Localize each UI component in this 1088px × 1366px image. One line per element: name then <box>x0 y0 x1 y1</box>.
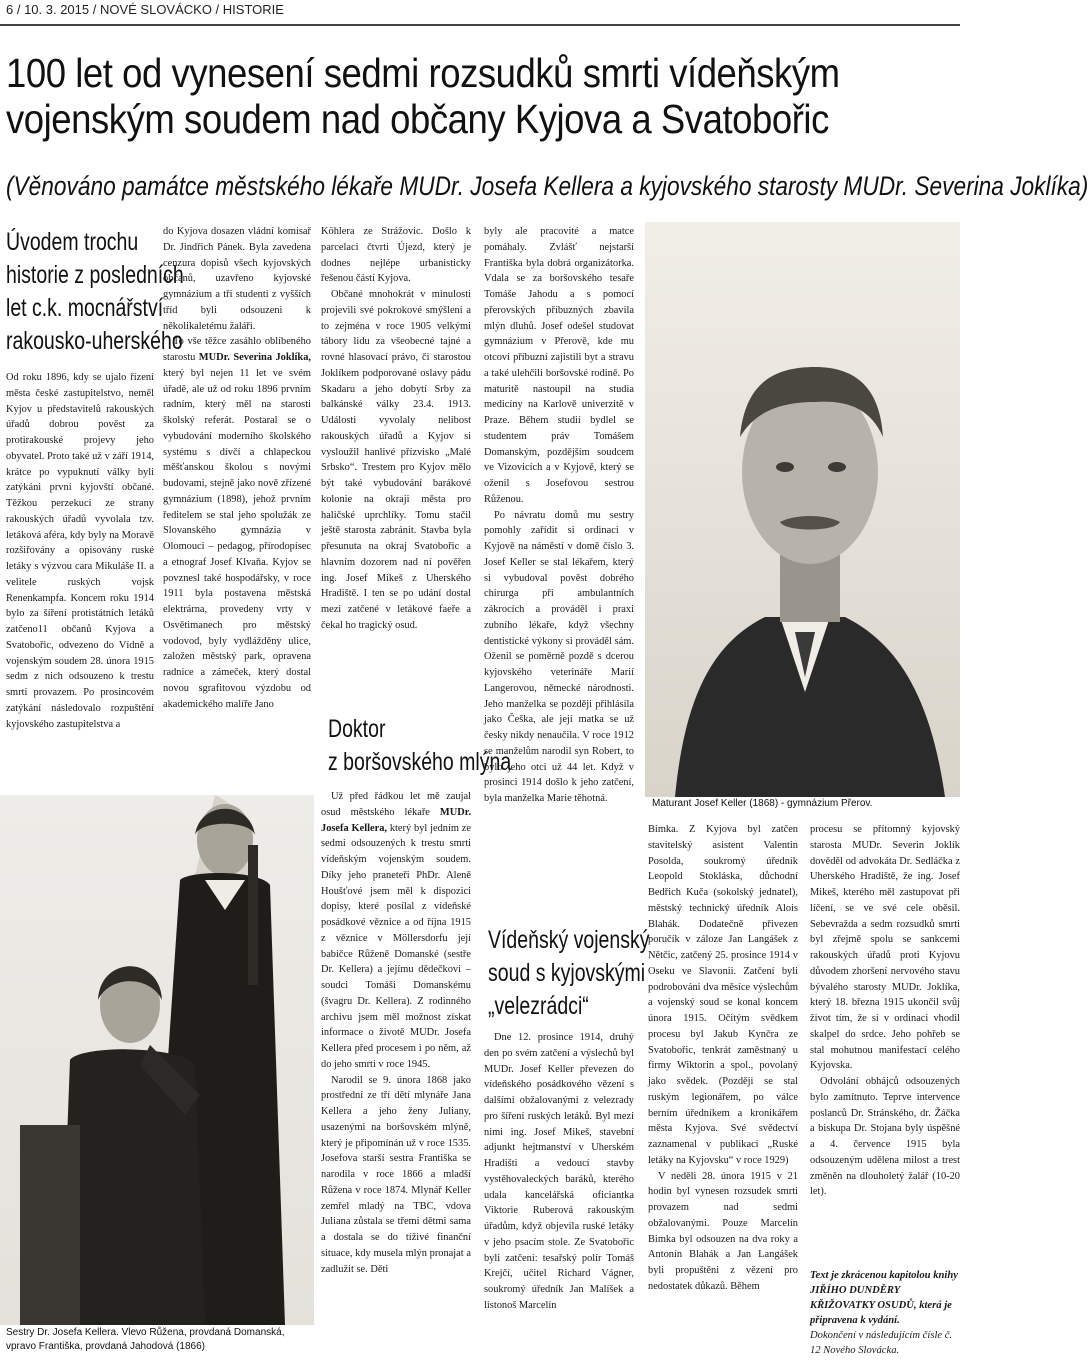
paragraph: Narodil se 9. února 1868 jako prostřední ze tří dětí mlynáře Jana Kellera a jeho ženy Juliany, usazenými na boršovském mlýně, který je připomínán už v roce 1535. Josefova starší sestra Františka se narodila v roce 1866 a mladší Růžena v roce 1874. Mlynář Keller zemřel mladý na TBC, vdova Juliana zůstala se třemi dětmi sama a dostala se do tíživé finanční situace, kdy musela mlýn pronajat a zadlužit se. Děti <box>321 1074 471 1275</box>
header-rule <box>0 24 960 26</box>
headline <box>6 50 843 142</box>
article-column-1 <box>6 370 154 732</box>
section-heading-1-line: Úvodem trochu <box>6 228 139 256</box>
sisters-photo-caption: Sestry Dr. Josefa Kellera. Vlevo Růžena, provdaná Domanská, vpravo Františka, provdaná Jahodová (1866) <box>6 1327 285 1352</box>
section-heading-3-line: soud s kyjovskými <box>488 959 646 987</box>
section-heading-1-line: let c.k. mocnářství <box>6 294 164 322</box>
section-heading-1 <box>6 226 184 358</box>
headline-line-2: vojenským soudem nad občany Kyjova a Svatobořic <box>6 96 829 142</box>
paragraph <box>163 334 311 712</box>
text-run: který byl jedním ze sedmi odsouzených k trestu smrti vídeňským vojenským soudem. Díky jeho praneteři PhDr. Aleně Houšťové jsem měl k dispozici dopisy, které posílal z vídeňské posádkové věznice a od října 1915 z věznice v Möllersdorfu její babičce Růženě Domanské (sestře Dr. Kellera) a jejímu dědečkovi – soudci Tomáši Domanskému (švagru Dr. Kellera). Z rodinného archivu jsem měl možnost získat informace o životě MUDr. Josefa Kellera před procesem i po něm, až do jeho smrti v roce 1945. <box>321 822 471 1070</box>
article-column-2 <box>163 224 311 712</box>
paragraph: Dne 12. prosince 1914, druhý den po svém zatčení a výslechů byl MUDr. Josef Keller převezen do vídeňského posádkového vězení s dalšími obžalovanými z velezrady pro šíření ruských letáků. Byl mezi nimi ing. Josef Mikeš, stavební adjunkt hejtmanství v Uherském Hradišti a vedoucí stavby vystěhovaleckých baráků, kterého udala kancelářská oficiantka Viktorie Ruberová rakouským úřadům, když objevila ruské letáky v jeho psacím stole. Ze Svatobořic byli zatčeni: tesařský polír Tomáš Krejčí, učitel Richard Vágner, soukromý úředník Jan Malíšek a listonoš Marcelín <box>484 1032 634 1311</box>
info-box <box>810 1268 960 1358</box>
section-heading-2-line: z boršovského mlýna <box>328 748 512 776</box>
headline-line-1: 100 let od vynesení sedmi rozsudků smrti vídeňským <box>6 50 840 96</box>
paragraph: procesu se přítomný kyjovský starosta MUDr. Severin Joklík dověděl od advokáta Dr. Sedláčka z Uherského Hradiště, že ing. Josef Mikeš, kterého měl zastupovat při líčení, se ve své cele oběsil. Sebevražda a sedm rozsudků smrti byl zřejmě spolu se sankcemi rakouských úřadů proti Kyjovu důvodem zhoršení nervového stavu bývalého starosty MUDr. Joklíka, který 18. března 1915 ukončil svůj život tím, že si v ordinaci vhodil skalpel do srdce. Jeho pohřeb se stal mohutnou manifestací celého Kyjovska. <box>810 824 960 1072</box>
section-heading-1-line: historie z posledních <box>6 261 184 289</box>
sisters-photo <box>0 795 314 1325</box>
paragraph: V neděli 28. února 1915 v 21 hodin byl vynesen rozsudek smrti provazem nad sedmi obžalovanými. Pouze Marcelín Bimka byl odsouzen na dva roky a Antonín Blahák a Jan Langášek byli propuštěni z vězení pro nedostatek důkazů. Během <box>648 1170 798 1292</box>
continuation-note: Dokončení v následujícím čísle č. 12 Nového Slovácka. <box>810 1330 953 1356</box>
text-run: který byl nejen 11 let ve svém úřadě, ale už od roku 1896 prvním radním, který měl na starosti školský referát. Postaral se o vybudování moderního školského systému s dívčí a chlapeckou měšťanskou školou s novými budovami, stejně jako nově zřízené gymnázium (1898), jehož prvním ředitelem se stal jeho spolužák ze Slovanského gymnázia v Olomouci – pedagog, přírodopisec a etnograf Josef Klvaňa. Kyjov se povznesl také hospodářsky, v roce 1911 byla postavena městská elektrárna, provedeny vrty v Osvětimanech pro městský vodovod, byly vydlážděny ulice, založen městský park, opravena radnice a zámeček, který dostal novou sgrafitovou výzdobu od akademického malíře Jano <box>163 367 311 710</box>
text-run: To vše těžce zasáhlo oblíbeného starostu <box>163 336 311 363</box>
article-column-4b <box>484 1030 634 1314</box>
paragraph <box>321 789 471 1073</box>
person-name: MUDr. Severina Joklíka, <box>198 352 311 363</box>
paragraph: Bimka. Z Kyjova byl zatčen stavitelský asistent Valentin Posolda, soukromý úředník Leopold Stokláska, důchodní Bedřich Kuča (sokolský jednatel), městský technický úředník Alois Blahák. Dodatečně přivezen poručík v záloze Jan Langášek z Nětčic, zatčený 25. prosince 1914 v Oseku ve Slavonii. Zatčení byli podrobováni dva měsíce výslechům a vojenský soud se konal koncem února 1915. Očitým svědkem procesu byl Jakub Kynčra ze Svatobořic, tenkrát zaměstnaný u firmy Wiktorin a spol., povolaný jako svědek. (Později se stal ruským legionářem, po válce berním úředníkem a kronikářem města Kyjova. Své svědectví zaznamenal v publikaci „Ruské letáky na Kyjovsku“ v roce 1929) <box>648 824 798 1166</box>
article-column-4 <box>484 224 634 807</box>
paragraph: do Kyjova dosazen vládní komisař Dr. Jindřich Pánek. Byla zavedena cenzura dopisů všech kyjovských občanů, uzavřeno kyjovské gymnázium a tři studenti z vyšších tříd byli odsouzeni k několikaletému žaláři. <box>163 226 311 332</box>
section-heading-3-line: „velezrádci“ <box>488 992 589 1020</box>
text-run: Už před řádkou let mě zaujal osud městského lékaře <box>321 791 471 818</box>
keller-photo-caption: Maturant Josef Keller (1868) - gymnázium Přerov. <box>652 798 873 809</box>
section-heading-3 <box>488 924 649 1023</box>
paragraph: Köhlera ze Strážovic. Došlo k parcelaci čtvrti Újezd, který je dodnes nejlépe urbanistickу řešenou částí Kyjova. <box>321 226 471 285</box>
sisters-figure-icon <box>0 795 314 1325</box>
paragraph: Občané mnohokrát v minulosti projevili své pokrokové smýšlení a to zejména v roce 1905 velkými tábory lidu za všeobecné tajné a rovné hlasovací právo, či starostou Joklíkem podporované oslavy pádu Skadaru a jeho dobytí Srby za balkánské války 23.4. 1913. Události vyvolaly nelibost rakouských úřadů a Kyjov si vysloužil hanlivé přízvisko „Malé Srbsko“. Trestem pro Kyjov mělo být také vybudování barákové kolonie na okraji města pro haličské uprchlíky. Tomu stačil ještě starosta zabránit. Stavba byla přesunuta na okraj Svatobořic a hlavním dozorem nad ní pověřen ing. Josef Mikeš z Uherského Hradiště. I ten se po udání dostal mezi zatčené v letákové faeře a čekal ho tragický osud. <box>321 289 471 631</box>
article-column-5 <box>648 822 798 1295</box>
article-column-3 <box>321 224 471 634</box>
page-header: 6 / 10. 3. 2015 / NOVÉ SLOVÁCKO / HISTORIE <box>6 2 284 17</box>
person-name: MUDr. Josefa Kellera, <box>321 806 471 834</box>
keller-portrait-photo <box>645 222 960 797</box>
portrait-icon <box>645 222 960 797</box>
section-heading-1-line: rakousko-uherského <box>6 327 183 355</box>
paragraph: Po návratu domů mu sestry pomohly zařídit si ordinaci v Kyjově na náměstí v domě číslo 3. Josef Keller se stal lékařem, který si vybudoval pověst dobrého chirurga při ambulantních zákrocích a prováděl i praxi zubního lékaře, když všechny dentistické výkony si prováděl sám. Oženil se poměrně pozdě s dcerou kyjovského veterináře Marií Langerovou, německé národnosti. Jeho manželka se později přihlásila jako Češka, ale její matka se už česky nikdy nenaučila. V roce 1912 se manželům narodil syn Robert, to bylo jeho otci už 44 let. Když v prosinci 1914 došlo k jeho zatčení, byla manželka Marie těhotná. <box>484 509 634 804</box>
article-column-6 <box>810 822 960 1200</box>
paragraph: byly ale pracovité a matce pomáhaly. Zvlášť nejstarší Františka byla dobrá organizátorka. Vdala se za boršovského tesaře Tomáše Jahodu a s pomocí přerovských příbuzných zbavila mlýn dluhů. Josef odešel studovat gymnázium v Přerově, kde mu otcovi příbuzní zajistili byt a stravu a také ulehčili boršovské rodině. Po maturitě nastoupil na studia medicíny na Karlově univerzitě v Praze. Během studií bydlel se studentem práv Tomášem Domanským, pozdějším soudcem ve Vizovicích a v Kyjově, který se oženil s Josefovou sestrou Růženou. <box>484 226 634 505</box>
paragraph: Odvolání obhájců odsouzených bylo zamítnuto. Teprve intervence poslanců Dr. Stránského, dr. Žáčka a biskupa Dr. Stojana byly úspěšné a 4. července 1915 byla odsouzeným udělena milost a trest změněn na dlouholetý žalář (10-20 let). <box>810 1076 960 1198</box>
headline-subtitle: (Věnováno památce městského lékaře MUDr. Josefa Kellera a kyjovského starosty MUDr. Severina Joklíka) <box>6 171 1088 201</box>
section-heading-3-line: Vídeňský vojenský <box>488 926 650 954</box>
article-column-3b <box>321 789 471 1277</box>
book-note: Text je zkrácenou kapitolou knihy JIŘÍHO DUNDĚRY KŘIŽOVATKY OSUDŮ, která je připravena k vydání. <box>810 1270 958 1326</box>
section-heading-2-line: Doktor <box>328 715 386 743</box>
paragraph: Od roku 1896, kdy se ujalo řízení města české zastupitelstvo, neměl Kyjov u představitelů rakouských úřadů dobrou pověst za protirakouské projevy jeho obyvatel. Proto také už v září 1914, krátce po vypuknutí války byli zatýkáni první kyjovští občané. Těžkou perzekuci ze strany rakouských úřadů vyvolala tzv. letáková aféra, kdy byly na Moravě rozšiřovány a opisovány ruské letáky s výzvou cara Mikuláše II. a velitele ruských vojsk Renenkampfa. Koncem roku 1914 bylo za šíření protistátních letáků zatčeno11 občanů Kyjova a Svatobořic, odvezeno do Vídně a vojenským soudem 28. února 1915 sedm z nich odsouzeno k trestu smrti provazem. Po prosincovém zatýkání následovalo rozpuštění kyjovského zastupitelstva a <box>6 372 154 730</box>
